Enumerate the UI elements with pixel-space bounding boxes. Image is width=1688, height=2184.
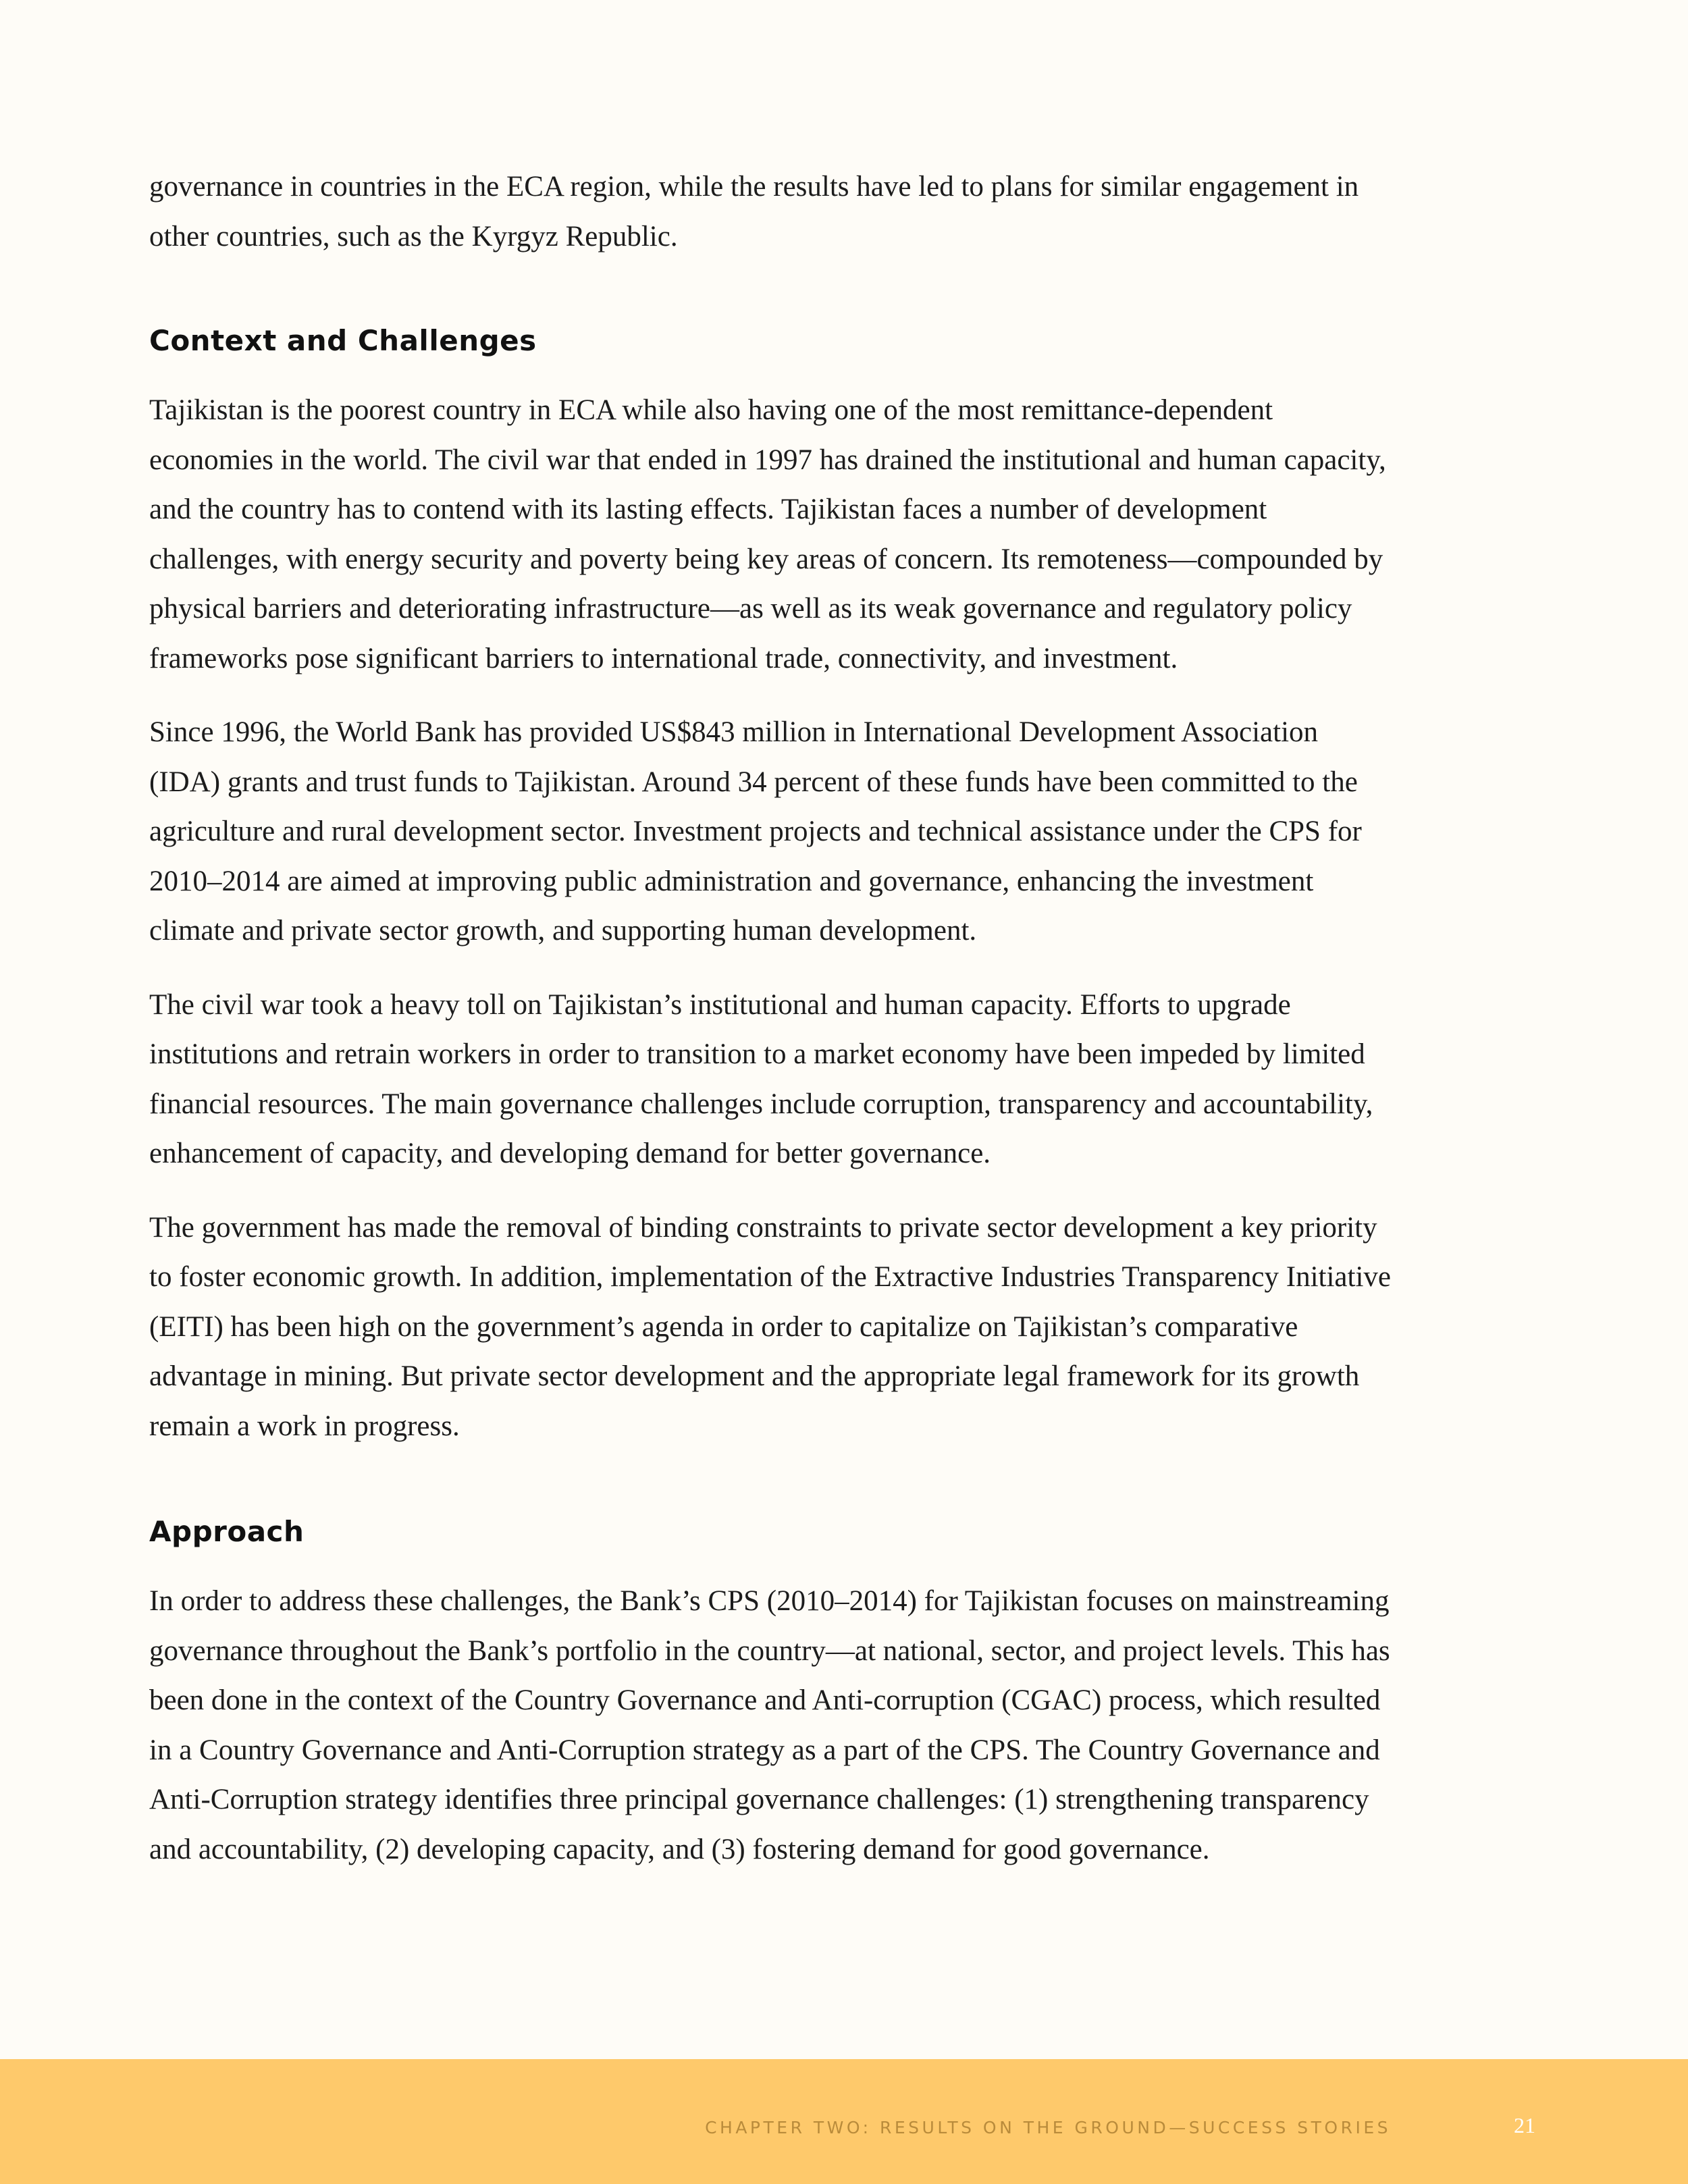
paragraph-context-2: Since 1996, the World Bank has provided US$843 million in International Development Association (IDA) grants and trust funds to Tajikistan. Around 34 percent of these funds have been committed to the agriculture and rural development sector. Investment projects and technical assistance under the CPS for 2010–2014 are aimed at improving public administration and governance, enhancing the investment climate and private sector growth, and supporting human development. <box>149 716 1362 947</box>
paragraph-context-1: Tajikistan is the poorest country in ECA while also having one of the most remittance-dependent economies in the world. The civil war that ended in 1997 has drained the institutional and human capacity, and the country has to contend with its lasting effects. Tajikistan faces a number of development challenges, with energy security and poverty being key areas of concern. Its remoteness—compounded by physical barriers and deteriorating infrastructure—as well as its weak governance and regulatory policy frameworks pose significant barriers to international trade, connectivity, and investment. <box>149 394 1386 674</box>
paragraph-intro-continuation: governance in countries in the ECA region, while the results have led to plans for similar engagement in other countries, such as the Kyrgyz Republic. <box>149 171 1359 252</box>
footer-band <box>0 2059 1688 2184</box>
paragraph-approach-1: In order to address these challenges, the Bank’s CPS (2010–2014) for Tajikistan focuses on mainstreaming governance throughout the Bank’s portfolio in the country—at national, sector, and project levels. This has been done in the context of the Country Governance and Anti-corruption (CGAC) process, which resulted in a Country Governance and Anti-Corruption strategy as a part of the CPS. The Country Governance and Anti-Corruption strategy identifies three principal governance challenges: (1) strengthening transparency and accountability, (2) developing capacity, and (3) fostering demand for good governance. <box>149 1585 1390 1865</box>
paragraph-context-3: The civil war took a heavy toll on Tajikistan’s institutional and human capacity. Efforts to upgrade institutions and retrain workers in order to transition to a market economy have been impeded by limited financial resources. The main governance challenges include corruption, transparency and accountability, enhancement of capacity, and developing demand for better governance. <box>149 988 1373 1169</box>
paragraph-context-4: The government has made the removal of binding constraints to private sector development a key priority to foster economic growth. In addition, implementation of the Extractive Industries Transparency Initiative (EITI) has been high on the government’s agenda in order to capitalize on Tajikistan’s comparative advantage in mining. But private sector development and the appropriate legal framework for its growth remain a work in progress. <box>149 1211 1391 1442</box>
heading-context-and-challenges: Context and Challenges <box>149 324 537 357</box>
page-content <box>149 162 1392 1898</box>
page-number: 21 <box>1514 2113 1535 2137</box>
heading-approach: Approach <box>149 1515 305 1548</box>
footer-chapter-title: CHAPTER TWO: RESULTS ON THE GROUND—SUCCESS STORIES <box>705 2118 1391 2137</box>
